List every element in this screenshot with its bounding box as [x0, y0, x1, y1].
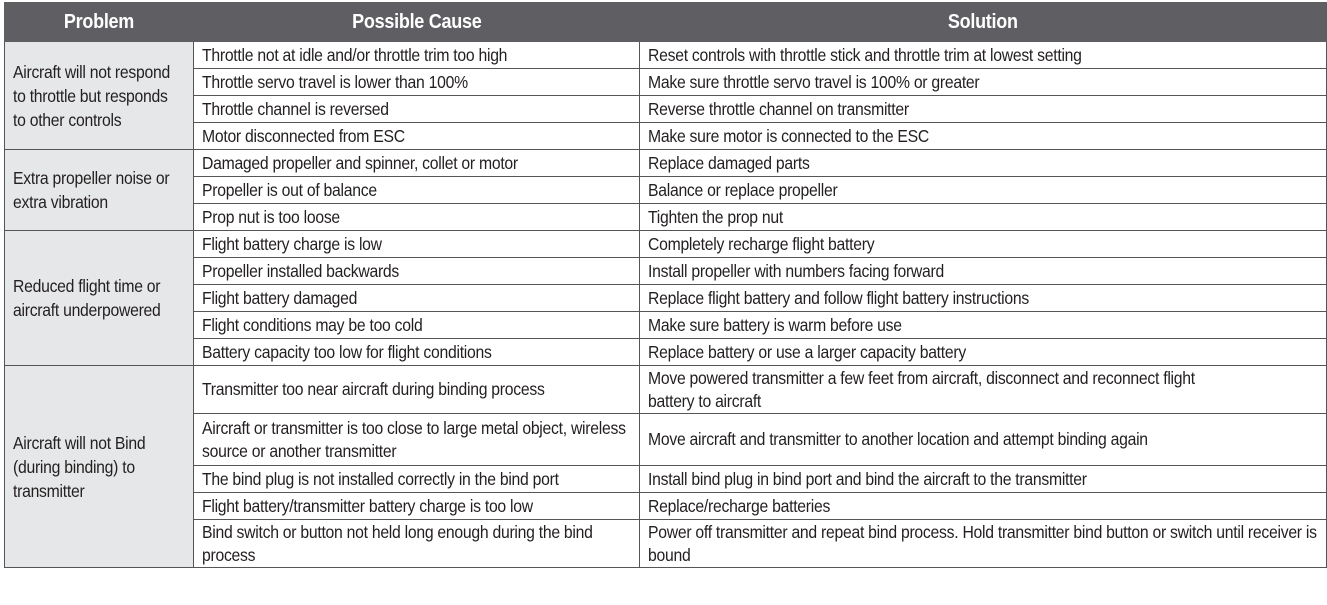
solution-cell: [640, 466, 1327, 493]
solution-text: Make sure throttle servo travel is 100% or greater: [648, 71, 980, 92]
solution-text: Replace battery or use a larger capacity battery: [648, 341, 966, 362]
cause-text: Flight battery damaged: [202, 287, 358, 308]
solution-cell: [640, 177, 1327, 204]
problem-text: Aircraft will not respond to throttle but responds to other controls: [13, 61, 170, 130]
solution-cell: [640, 493, 1327, 520]
solution-cell: [640, 231, 1327, 258]
solution-text: Power off transmitter and repeat bind process. Hold transmitter bind button or switch until receiver is bound: [648, 521, 1317, 565]
table-row: [5, 493, 1327, 520]
problem-text: Aircraft will not Bind (during binding) to transmitter: [13, 432, 146, 501]
header-cause: [194, 3, 640, 42]
problem-cell: [5, 366, 194, 568]
solution-cell: [640, 258, 1327, 285]
table-row: [5, 339, 1327, 366]
cause-cell: [194, 414, 640, 466]
table-row: [5, 150, 1327, 177]
solution-cell: [640, 96, 1327, 123]
solution-text: Balance or replace propeller: [648, 179, 838, 200]
solution-cell: [640, 366, 1327, 414]
table-row: [5, 69, 1327, 96]
solution-text: Reverse throttle channel on transmitter: [648, 98, 909, 119]
header-solution-label: Solution: [948, 10, 1018, 33]
problem-cell: [5, 231, 194, 366]
cause-text: Damaged propeller and spinner, collet or motor: [202, 152, 518, 173]
table-row: [5, 123, 1327, 150]
table-row: [5, 520, 1327, 568]
table-row: [5, 258, 1327, 285]
cause-text: The bind plug is not installed correctly in the bind port: [202, 468, 559, 489]
solution-text: Replace flight battery and follow flight battery instructions: [648, 287, 1029, 308]
cause-text: Bind switch or button not held long enough during the bind process: [202, 521, 593, 565]
cause-text: Flight conditions may be too cold: [202, 314, 423, 335]
table-row: [5, 466, 1327, 493]
solution-cell: [640, 339, 1327, 366]
solution-text: Make sure motor is connected to the ESC: [648, 125, 929, 146]
cause-cell: [194, 123, 640, 150]
cause-text: Throttle not at idle and/or throttle trim too high: [202, 44, 508, 65]
cause-cell: [194, 285, 640, 312]
troubleshooting-table: [4, 2, 1327, 568]
solution-text: Make sure battery is warm before use: [648, 314, 902, 335]
cause-cell: [194, 69, 640, 96]
cause-cell: [194, 339, 640, 366]
solution-text: Install bind plug in bind port and bind the aircraft to the transmitter: [648, 468, 1087, 489]
header-row: [5, 3, 1327, 42]
cause-cell: [194, 466, 640, 493]
cause-text: Motor disconnected from ESC: [202, 125, 405, 146]
cause-text: Flight battery/transmitter battery charge is too low: [202, 495, 533, 516]
table-row: [5, 414, 1327, 466]
header-problem-label: Problem: [63, 10, 135, 33]
solution-cell: [640, 42, 1327, 69]
solution-text: Completely recharge flight battery: [648, 233, 875, 254]
cause-cell: [194, 366, 640, 414]
cause-cell: [194, 520, 640, 568]
solution-text: Replace/recharge batteries: [648, 495, 831, 516]
cause-cell: [194, 312, 640, 339]
problem-text: Extra propeller noise or extra vibration: [13, 168, 170, 212]
header-solution: [640, 3, 1327, 42]
problem-cell: [5, 42, 194, 150]
header-problem: [5, 3, 194, 42]
cause-cell: [194, 493, 640, 520]
cause-cell: [194, 150, 640, 177]
table-row: [5, 96, 1327, 123]
cause-cell: [194, 96, 640, 123]
solution-text: Install propeller with numbers facing forward: [648, 260, 945, 281]
solution-text: Tighten the prop nut: [648, 206, 783, 227]
solution-cell: [640, 150, 1327, 177]
cause-cell: [194, 42, 640, 69]
table-row: [5, 204, 1327, 231]
cause-text: Propeller installed backwards: [202, 260, 400, 281]
table-row: [5, 231, 1327, 258]
header-cause-label: Possible Cause: [351, 10, 482, 33]
cause-text: Aircraft or transmitter is too close to large metal object, wireless source or another transmitter: [202, 417, 626, 461]
cause-cell: [194, 204, 640, 231]
solution-text: Reset controls with throttle stick and throttle trim at lowest setting: [648, 44, 1082, 65]
cause-text: Throttle channel is reversed: [202, 98, 389, 119]
solution-cell: [640, 414, 1327, 466]
cause-cell: [194, 231, 640, 258]
cause-text: Battery capacity too low for flight conditions: [202, 341, 492, 362]
problem-cell: [5, 150, 194, 231]
solution-cell: [640, 312, 1327, 339]
table-row: [5, 366, 1327, 414]
table-row: [5, 285, 1327, 312]
table-row: [5, 177, 1327, 204]
solution-cell: [640, 520, 1327, 568]
solution-cell: [640, 285, 1327, 312]
cause-cell: [194, 177, 640, 204]
cause-text: Transmitter too near aircraft during binding process: [202, 379, 545, 399]
cause-cell: [194, 258, 640, 285]
solution-text: Move aircraft and transmitter to another location and attempt binding again: [648, 429, 1148, 449]
table-row: [5, 312, 1327, 339]
problem-text: Reduced flight time or aircraft underpowered: [13, 276, 161, 320]
cause-text: Throttle servo travel is lower than 100%: [202, 71, 468, 92]
solution-text: Move powered transmitter a few feet from aircraft, disconnect and reconnect flight battery to aircraft: [648, 367, 1195, 411]
cause-text: Propeller is out of balance: [202, 179, 377, 200]
solution-cell: [640, 123, 1327, 150]
cause-text: Flight battery charge is low: [202, 233, 382, 254]
solution-cell: [640, 204, 1327, 231]
solution-cell: [640, 69, 1327, 96]
table-row: [5, 42, 1327, 69]
solution-text: Replace damaged parts: [648, 152, 810, 173]
cause-text: Prop nut is too loose: [202, 206, 340, 227]
